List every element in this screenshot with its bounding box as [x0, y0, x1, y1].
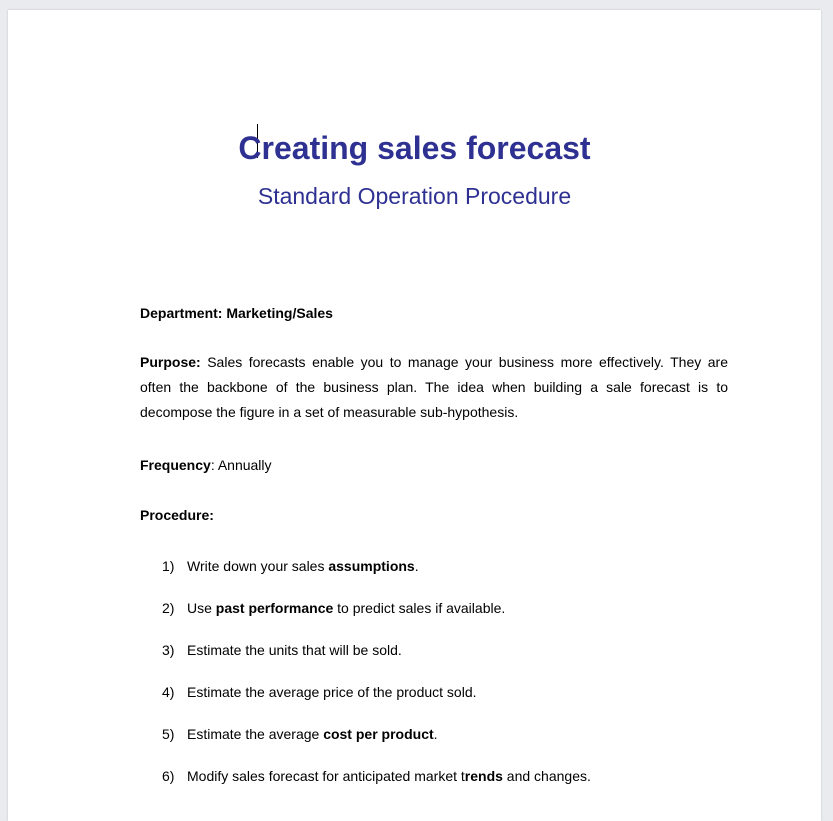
- step-text: Write down your sales: [187, 558, 329, 574]
- step-emphasis: assumptions: [328, 558, 415, 574]
- step-number: 5): [162, 726, 175, 742]
- procedure-label: Procedure:: [140, 507, 214, 523]
- step-number: 2): [162, 600, 175, 616]
- step-number: 6): [162, 768, 175, 784]
- department-label: Department: Marketing/Sales: [140, 305, 333, 321]
- procedure-step[interactable]: [162, 640, 591, 682]
- step-text-end: to predict sales if available.: [333, 600, 506, 616]
- procedure-step[interactable]: [162, 724, 591, 766]
- step-emphasis: cost per product: [323, 726, 434, 742]
- step-emphasis: past performance: [215, 600, 334, 616]
- document-title[interactable]: Creating sales forecast: [238, 130, 591, 166]
- procedure-step[interactable]: [162, 682, 591, 724]
- step-number: 3): [162, 642, 175, 658]
- frequency-label: Frequency: [140, 457, 211, 473]
- step-text: Estimate the average price of the product sold.: [187, 684, 477, 700]
- document-subtitle[interactable]: Standard Operation Procedure: [257, 183, 572, 209]
- step-text: Estimate the units that will be sold.: [187, 642, 402, 658]
- purpose-label: Purpose:: [140, 354, 201, 370]
- procedure-step[interactable]: [162, 766, 591, 808]
- frequency-line[interactable]: [140, 455, 728, 475]
- step-text-end: .: [414, 558, 419, 574]
- step-text-end: .: [433, 726, 438, 742]
- procedure-step[interactable]: [162, 598, 591, 640]
- procedure-steps-list: [162, 556, 591, 808]
- step-text: Modify sales forecast for anticipated market t: [187, 768, 465, 784]
- step-text-end: and changes.: [502, 768, 591, 784]
- step-number: 4): [162, 684, 175, 700]
- purpose-paragraph[interactable]: [140, 350, 728, 425]
- frequency-text: : Annually: [210, 457, 272, 473]
- document-page[interactable]: [8, 10, 821, 821]
- step-number: 1): [162, 558, 175, 574]
- step-emphasis: rends: [464, 768, 503, 784]
- purpose-text: Sales forecasts enable you to manage your business more effectively. They are often the backbone of the business plan. The idea when building a sale forecast is to decompose the figure in a set of measurable sub-hypothesis.: [140, 354, 728, 420]
- step-text: Estimate the average: [187, 726, 324, 742]
- step-text: Use: [187, 600, 216, 616]
- department-line[interactable]: [140, 303, 728, 323]
- procedure-heading[interactable]: [140, 505, 728, 525]
- procedure-step[interactable]: [162, 556, 591, 598]
